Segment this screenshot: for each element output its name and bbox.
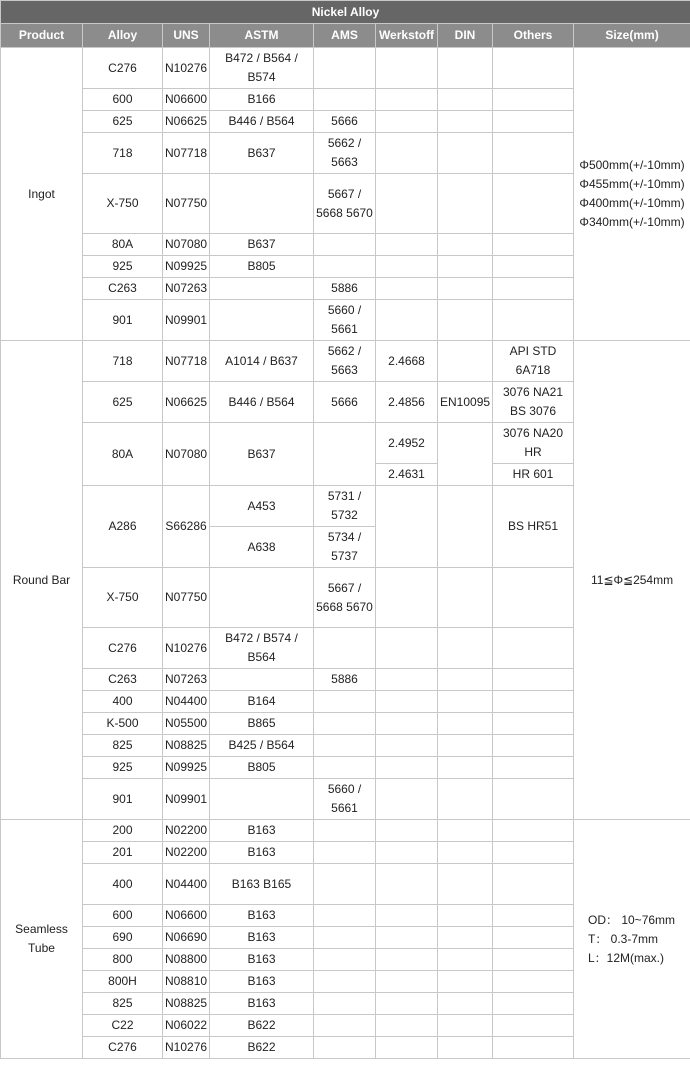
- others-cell: [493, 949, 574, 971]
- header-size: Size(mm): [574, 24, 690, 48]
- size-line: Φ340mm(+/-10mm): [579, 215, 685, 229]
- werkstoff-cell: [376, 864, 438, 905]
- din-cell: [438, 669, 493, 691]
- size-thickness: T： 0.3-7mm: [588, 931, 659, 946]
- uns-cell: N02200: [163, 820, 210, 842]
- werkstoff-cell: [376, 300, 438, 341]
- others-cell: [493, 133, 574, 174]
- astm-cell: B163: [210, 905, 314, 927]
- uns-cell: N09925: [163, 757, 210, 779]
- din-cell: [438, 300, 493, 341]
- ams-cell: [314, 905, 376, 927]
- din-cell: [438, 1015, 493, 1037]
- alloy-cell: 625: [83, 382, 163, 423]
- uns-cell: N09901: [163, 300, 210, 341]
- werkstoff-cell: [376, 927, 438, 949]
- alloy-cell: X-750: [83, 174, 163, 234]
- others-cell: [493, 234, 574, 256]
- uns-cell: N04400: [163, 691, 210, 713]
- werkstoff-cell: [376, 820, 438, 842]
- werkstoff-cell: [376, 568, 438, 628]
- uns-cell: N09901: [163, 779, 210, 820]
- ams-cell: 5886: [314, 278, 376, 300]
- uns-cell: N07750: [163, 174, 210, 234]
- din-cell: [438, 133, 493, 174]
- astm-cell: B163: [210, 927, 314, 949]
- header-astm: ASTM: [210, 24, 314, 48]
- din-cell: [438, 234, 493, 256]
- others-cell: 3076 NA20 HR: [493, 423, 574, 464]
- din-cell: EN10095: [438, 382, 493, 423]
- uns-cell: N07718: [163, 341, 210, 382]
- others-cell: [493, 1015, 574, 1037]
- astm-cell: B622: [210, 1037, 314, 1059]
- header-row: [1, 24, 690, 48]
- werkstoff-cell: [376, 757, 438, 779]
- alloy-cell: K-500: [83, 713, 163, 735]
- alloy-cell: C263: [83, 669, 163, 691]
- astm-cell: A453: [210, 486, 314, 527]
- table-row: [1, 48, 690, 89]
- others-cell: [493, 779, 574, 820]
- product-ingot: Ingot: [1, 48, 83, 341]
- uns-cell: N08810: [163, 971, 210, 993]
- alloy-cell: C22: [83, 1015, 163, 1037]
- uns-cell: N10276: [163, 628, 210, 669]
- others-cell: [493, 713, 574, 735]
- astm-cell: B446 / B564: [210, 382, 314, 423]
- product-seamless-tube: Seamless Tube: [1, 820, 83, 1059]
- size-od: OD： 10~76mm: [588, 912, 676, 927]
- ams-cell: 5731 / 5732: [314, 486, 376, 527]
- ams-cell: [314, 48, 376, 89]
- werkstoff-cell: [376, 278, 438, 300]
- ams-cell: [314, 234, 376, 256]
- others-cell: HR 601: [493, 464, 574, 486]
- alloy-cell: A286: [83, 486, 163, 568]
- alloy-cell: 200: [83, 820, 163, 842]
- ams-cell: 5667 / 5668 5670: [314, 568, 376, 628]
- din-cell: [438, 89, 493, 111]
- astm-cell: B163: [210, 820, 314, 842]
- others-cell: [493, 691, 574, 713]
- werkstoff-cell: [376, 779, 438, 820]
- others-cell: 3076 NA21 BS 3076: [493, 382, 574, 423]
- size-line: Φ500mm(+/-10mm): [579, 158, 685, 172]
- din-cell: [438, 820, 493, 842]
- ams-cell: [314, 949, 376, 971]
- header-ams: AMS: [314, 24, 376, 48]
- werkstoff-cell: [376, 691, 438, 713]
- others-cell: [493, 993, 574, 1015]
- uns-cell: N07080: [163, 423, 210, 486]
- ams-cell: 5666: [314, 111, 376, 133]
- ams-cell: 5666: [314, 382, 376, 423]
- astm-cell: B163: [210, 993, 314, 1015]
- werkstoff-cell: [376, 133, 438, 174]
- alloy-cell: 625: [83, 111, 163, 133]
- uns-cell: N08825: [163, 735, 210, 757]
- din-cell: [438, 971, 493, 993]
- astm-cell: [210, 174, 314, 234]
- uns-cell: N06625: [163, 111, 210, 133]
- size-line: Φ400mm(+/-10mm): [579, 196, 685, 210]
- astm-cell: B163 B165: [210, 864, 314, 905]
- header-uns: UNS: [163, 24, 210, 48]
- werkstoff-cell: [376, 89, 438, 111]
- uns-cell: N10276: [163, 1037, 210, 1059]
- ams-cell: [314, 713, 376, 735]
- others-cell: [493, 905, 574, 927]
- werkstoff-cell: [376, 111, 438, 133]
- din-cell: [438, 628, 493, 669]
- alloy-cell: C263: [83, 278, 163, 300]
- ams-cell: 5662 / 5663: [314, 341, 376, 382]
- werkstoff-cell: [376, 669, 438, 691]
- din-cell: [438, 111, 493, 133]
- ams-cell: 5660 / 5661: [314, 779, 376, 820]
- alloy-cell: 718: [83, 341, 163, 382]
- werkstoff-cell: [376, 735, 438, 757]
- others-cell: [493, 820, 574, 842]
- werkstoff-cell: [376, 993, 438, 1015]
- uns-cell: N02200: [163, 842, 210, 864]
- uns-cell: N06600: [163, 89, 210, 111]
- din-cell: [438, 949, 493, 971]
- uns-cell: N07263: [163, 278, 210, 300]
- werkstoff-cell: [376, 842, 438, 864]
- table-title: Nickel Alloy: [1, 1, 690, 24]
- uns-cell: N06690: [163, 927, 210, 949]
- werkstoff-cell: [376, 486, 438, 568]
- astm-cell: B865: [210, 713, 314, 735]
- astm-cell: A1014 / B637: [210, 341, 314, 382]
- alloy-cell: 400: [83, 691, 163, 713]
- din-cell: [438, 278, 493, 300]
- uns-cell: N07750: [163, 568, 210, 628]
- alloy-cell: X-750: [83, 568, 163, 628]
- others-cell: [493, 735, 574, 757]
- header-others: Others: [493, 24, 574, 48]
- uns-cell: N06625: [163, 382, 210, 423]
- din-cell: [438, 905, 493, 927]
- din-cell: [438, 423, 493, 486]
- werkstoff-cell: [376, 971, 438, 993]
- ams-cell: [314, 842, 376, 864]
- alloy-cell: 80A: [83, 423, 163, 486]
- astm-cell: B163: [210, 949, 314, 971]
- others-cell: [493, 89, 574, 111]
- astm-cell: B805: [210, 757, 314, 779]
- others-cell: [493, 111, 574, 133]
- ams-cell: [314, 971, 376, 993]
- astm-cell: A638: [210, 527, 314, 568]
- astm-cell: B805: [210, 256, 314, 278]
- din-cell: [438, 842, 493, 864]
- werkstoff-cell: 2.4952: [376, 423, 438, 464]
- alloy-cell: 600: [83, 89, 163, 111]
- astm-cell: B472 / B564 / B574: [210, 48, 314, 89]
- alloy-cell: 80A: [83, 234, 163, 256]
- ams-cell: [314, 993, 376, 1015]
- din-cell: [438, 48, 493, 89]
- astm-cell: B622: [210, 1015, 314, 1037]
- werkstoff-cell: [376, 1037, 438, 1059]
- astm-cell: [210, 568, 314, 628]
- others-cell: [493, 174, 574, 234]
- header-alloy: Alloy: [83, 24, 163, 48]
- others-cell: [493, 842, 574, 864]
- werkstoff-cell: [376, 628, 438, 669]
- din-cell: [438, 486, 493, 568]
- size-line: Φ455mm(+/-10mm): [579, 177, 685, 191]
- uns-cell: N07263: [163, 669, 210, 691]
- alloy-cell: 690: [83, 927, 163, 949]
- astm-cell: B166: [210, 89, 314, 111]
- uns-cell: N08800: [163, 949, 210, 971]
- alloy-cell: 925: [83, 757, 163, 779]
- din-cell: [438, 713, 493, 735]
- others-cell: [493, 971, 574, 993]
- others-cell: [493, 568, 574, 628]
- ams-cell: [314, 628, 376, 669]
- size-length: L：12M(max.): [588, 950, 665, 965]
- alloy-cell: 825: [83, 993, 163, 1015]
- uns-cell: N10276: [163, 48, 210, 89]
- uns-cell: N04400: [163, 864, 210, 905]
- astm-cell: B163: [210, 842, 314, 864]
- alloy-cell: 718: [83, 133, 163, 174]
- din-cell: [438, 779, 493, 820]
- ams-cell: [314, 735, 376, 757]
- others-cell: API STD 6A718: [493, 341, 574, 382]
- astm-cell: B163: [210, 971, 314, 993]
- others-cell: [493, 256, 574, 278]
- astm-cell: [210, 278, 314, 300]
- uns-cell: N05500: [163, 713, 210, 735]
- ams-cell: [314, 1015, 376, 1037]
- ams-cell: 5734 / 5737: [314, 527, 376, 568]
- ams-cell: [314, 757, 376, 779]
- astm-cell: B637: [210, 133, 314, 174]
- alloy-cell: C276: [83, 628, 163, 669]
- alloy-cell: 901: [83, 300, 163, 341]
- astm-cell: B472 / B574 / B564: [210, 628, 314, 669]
- ams-cell: 5662 / 5663: [314, 133, 376, 174]
- alloy-cell: 400: [83, 864, 163, 905]
- astm-cell: B446 / B564: [210, 111, 314, 133]
- astm-cell: B637: [210, 234, 314, 256]
- uns-cell: N08825: [163, 993, 210, 1015]
- werkstoff-cell: [376, 174, 438, 234]
- ams-cell: [314, 864, 376, 905]
- ams-cell: [314, 927, 376, 949]
- alloy-cell: 201: [83, 842, 163, 864]
- din-cell: [438, 735, 493, 757]
- astm-cell: B637: [210, 423, 314, 486]
- header-product: Product: [1, 24, 83, 48]
- werkstoff-cell: [376, 949, 438, 971]
- others-cell: [493, 927, 574, 949]
- header-din: DIN: [438, 24, 493, 48]
- din-cell: [438, 691, 493, 713]
- alloy-cell: C276: [83, 48, 163, 89]
- astm-cell: [210, 300, 314, 341]
- others-cell: [493, 628, 574, 669]
- uns-cell: S66286: [163, 486, 210, 568]
- ams-cell: 5660 / 5661: [314, 300, 376, 341]
- uns-cell: N06600: [163, 905, 210, 927]
- alloy-cell: 800H: [83, 971, 163, 993]
- others-cell: [493, 48, 574, 89]
- astm-cell: B425 / B564: [210, 735, 314, 757]
- ams-cell: 5886: [314, 669, 376, 691]
- others-cell: [493, 757, 574, 779]
- din-cell: [438, 1037, 493, 1059]
- din-cell: [438, 757, 493, 779]
- product-round-bar: Round Bar: [1, 341, 83, 820]
- astm-cell: [210, 779, 314, 820]
- ams-cell: [314, 1037, 376, 1059]
- ams-cell: [314, 820, 376, 842]
- ams-cell: [314, 256, 376, 278]
- werkstoff-cell: [376, 905, 438, 927]
- others-cell: [493, 669, 574, 691]
- uns-cell: N07718: [163, 133, 210, 174]
- alloy-cell: 901: [83, 779, 163, 820]
- others-cell: [493, 300, 574, 341]
- uns-cell: N07080: [163, 234, 210, 256]
- ams-cell: [314, 423, 376, 486]
- din-cell: [438, 993, 493, 1015]
- others-cell: [493, 864, 574, 905]
- din-cell: [438, 174, 493, 234]
- alloy-cell: C276: [83, 1037, 163, 1059]
- werkstoff-cell: 2.4856: [376, 382, 438, 423]
- others-cell: [493, 278, 574, 300]
- din-cell: [438, 256, 493, 278]
- ams-cell: [314, 89, 376, 111]
- werkstoff-cell: 2.4631: [376, 464, 438, 486]
- header-werkstoff: Werkstoff: [376, 24, 438, 48]
- astm-cell: [210, 669, 314, 691]
- werkstoff-cell: [376, 48, 438, 89]
- size-round-bar: 11≦Φ≦254mm: [574, 341, 690, 820]
- werkstoff-cell: [376, 713, 438, 735]
- werkstoff-cell: [376, 256, 438, 278]
- uns-cell: N09925: [163, 256, 210, 278]
- alloy-cell: 925: [83, 256, 163, 278]
- alloy-cell: 800: [83, 949, 163, 971]
- din-cell: [438, 341, 493, 382]
- table-row: [1, 820, 690, 842]
- din-cell: [438, 864, 493, 905]
- werkstoff-cell: [376, 1015, 438, 1037]
- alloy-cell: 825: [83, 735, 163, 757]
- others-cell: BS HR51: [493, 486, 574, 568]
- ams-cell: 5667 / 5668 5670: [314, 174, 376, 234]
- alloy-cell: 600: [83, 905, 163, 927]
- size-seamless-tube: [574, 820, 690, 1059]
- ams-cell: [314, 691, 376, 713]
- size-ingot: [574, 48, 690, 341]
- table-row: [1, 341, 690, 382]
- werkstoff-cell: [376, 234, 438, 256]
- werkstoff-cell: 2.4668: [376, 341, 438, 382]
- astm-cell: B164: [210, 691, 314, 713]
- others-cell: [493, 1037, 574, 1059]
- uns-cell: N06022: [163, 1015, 210, 1037]
- din-cell: [438, 568, 493, 628]
- din-cell: [438, 927, 493, 949]
